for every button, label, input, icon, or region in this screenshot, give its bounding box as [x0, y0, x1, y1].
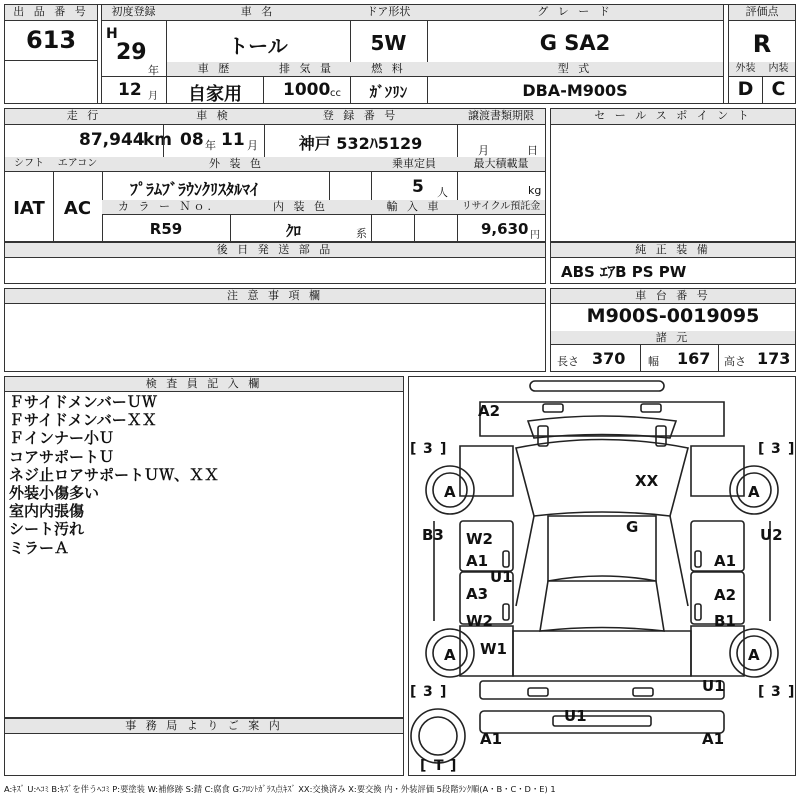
model-code: DBA-M900S	[522, 81, 628, 100]
score-label: 評価点	[729, 5, 795, 21]
mark: A1	[714, 552, 737, 570]
inspector-line: ミラーＡ	[9, 538, 70, 557]
mark: B1	[714, 612, 736, 630]
length: 370	[592, 349, 626, 368]
transfer-day-unit: 日	[527, 144, 538, 157]
mark: U1	[564, 707, 587, 725]
ext-color-label: 外 装 色	[102, 157, 371, 172]
sales-points-label: セ ー ル ス ポ イ ン ト	[551, 109, 795, 125]
reg-no-label: 登 録 番 号	[264, 109, 457, 125]
int-color-label: 内 装 色	[230, 200, 371, 215]
svg-text:]: ]	[450, 758, 457, 774]
tire-tread-mark: 3	[423, 684, 433, 700]
later-parts-label: 後 日 発 送 部 品	[5, 243, 545, 258]
inspector-line: シート汚れ	[9, 520, 85, 539]
door-label: ドア形状	[350, 5, 427, 21]
reg-month-unit: 月	[148, 91, 158, 102]
recycle: 9,630	[481, 220, 529, 238]
mark: U2	[760, 526, 783, 544]
fuel-label: 燃 料	[350, 62, 427, 77]
grade: G SA2	[539, 31, 611, 55]
mark: G	[626, 518, 639, 536]
mark: A3	[466, 585, 489, 603]
fuel: ｶﾞｿﾘﾝ	[369, 83, 408, 101]
exterior-label: 外装	[729, 62, 762, 77]
transfer-label: 譲渡書類期限	[457, 109, 545, 125]
reg-year-unit: 年	[148, 64, 159, 77]
svg-text:[: [	[410, 684, 417, 700]
inspector-label: 検 査 員 記 入 欄	[5, 377, 403, 392]
mark: A1	[480, 730, 503, 748]
exterior-score: D	[737, 78, 754, 100]
tire-tread-mark: 3	[771, 684, 781, 700]
color-no: R59	[149, 220, 183, 238]
max-load-label: 最大積載量	[457, 157, 545, 172]
inspector-notes	[9, 393, 219, 557]
svg-text:[: [	[758, 684, 765, 700]
inspection-month-unit: 月	[247, 139, 258, 152]
specs-label: 諸 元	[551, 331, 795, 345]
svg-text:]: ]	[440, 684, 447, 700]
legend: A:ｷｽﾞ U:ﾍｺﾐ B:ｷｽﾞを伴うﾍｺﾐ P:要塗装 W:補修跡 S:錆 C:腐食 G:ﾌﾛﾝﾄｶﾞﾗｽ点ｷｽﾞ XX:交換済み X:要交換 内・外装評価 5段階ﾗﾝｸ順(A・B・C・D・E) 1	[4, 784, 556, 794]
int-color-unit: 系	[356, 227, 367, 240]
mark: A	[748, 646, 760, 664]
svg-text:]: ]	[788, 684, 795, 700]
mark: U1	[490, 568, 513, 586]
aircon: AC	[63, 198, 92, 219]
equipment: ABS ｴｱB PS PW	[561, 263, 687, 281]
lot-no: 613	[25, 26, 77, 54]
inspector-line: ＦサイドメンバーＸＸ	[9, 411, 157, 430]
interior-label: 内装	[762, 62, 795, 77]
inspector-line: ネジ止ロアサポートＵＷ、ＸＸ	[9, 465, 220, 484]
tire-tread-mark: 3	[771, 441, 781, 457]
mark: A	[748, 483, 760, 501]
spec-block	[4, 108, 546, 242]
int-color: ｸﾛ	[286, 222, 302, 240]
car-name-label: 車 名	[166, 5, 350, 21]
displacement: 1000	[283, 80, 331, 100]
car-name: トール	[228, 34, 288, 58]
height-label: 高さ	[724, 355, 746, 368]
svg-text:]: ]	[788, 441, 795, 457]
first-reg-label: 初度登録	[101, 5, 166, 21]
mileage-unit: km	[143, 130, 173, 150]
import-label: 輸 入 車	[371, 200, 457, 215]
mark: W2	[466, 612, 493, 630]
mark: A	[444, 483, 456, 501]
height: 173	[757, 349, 791, 368]
mark: A2	[478, 402, 501, 420]
inspector-line: ＦサイドメンバーＵＷ	[9, 393, 157, 411]
inspection-year-unit: 年	[205, 139, 216, 152]
mark: W2	[466, 530, 493, 548]
recycle-label: リサイクル預託金	[457, 200, 545, 215]
mark: A1	[702, 730, 725, 748]
ext-color: ﾌﾟﾗﾑﾌﾞﾗｳﾝｸﾘｽﾀﾙﾏｲ	[130, 180, 259, 199]
inspector-line: Ｆインナー小Ｕ	[9, 429, 115, 448]
displacement-label: 排 気 量	[263, 62, 350, 77]
equipment-label: 純 正 装 備	[551, 243, 795, 258]
tire-tread-mark: T	[434, 758, 444, 774]
color-no-label: カ ラ ー Ｎｏ.	[102, 200, 230, 215]
inspection-label: 車 検	[163, 109, 264, 125]
inspection-month: 11	[221, 130, 245, 150]
capacity: 5	[412, 177, 424, 197]
reg-year: 29	[116, 40, 147, 65]
inspector-line: 室内内張傷	[9, 502, 85, 521]
sales-points-block	[550, 108, 796, 242]
mileage-label: 走 行	[5, 109, 163, 125]
inspector-line: コアサポートＵ	[9, 447, 115, 466]
mileage: 87,944	[79, 130, 145, 150]
office-label: 事 務 局 よ り ご 案 内	[5, 719, 403, 734]
capacity-label: 乗車定員	[371, 157, 457, 172]
interior-score: C	[771, 78, 786, 100]
capacity-unit: 人	[437, 186, 448, 199]
mark: A1	[466, 552, 489, 570]
era: H	[106, 26, 118, 42]
reg-no: 神戸 532ﾊ5129	[298, 134, 423, 153]
history-label: 車 歴	[167, 62, 263, 77]
width: 167	[677, 349, 711, 368]
svg-text:[: [	[410, 441, 417, 457]
tire-tread-mark: 3	[423, 441, 433, 457]
mark: A2	[714, 586, 737, 604]
svg-text:[: [	[758, 441, 765, 457]
notes-label: 注 意 事 項 欄	[5, 289, 545, 304]
history: 自家用	[188, 84, 242, 105]
transfer-month-unit: 月	[478, 144, 489, 157]
mark: XX	[635, 472, 659, 490]
svg-text:[: [	[420, 758, 427, 774]
lot-no-label: 出 品 番 号	[5, 5, 97, 21]
recycle-unit: 円	[530, 230, 540, 241]
grade-label: グ レ ー ド	[427, 5, 723, 21]
car-diagram	[408, 376, 796, 776]
inspector-line: 外装小傷多い	[9, 484, 100, 503]
aircon-label: エアコン	[53, 157, 102, 172]
mark: U1	[702, 677, 725, 695]
displacement-unit: cc	[330, 88, 341, 99]
width-label: 幅	[648, 355, 659, 368]
length-label: 長さ	[557, 355, 579, 368]
chassis-label: 車 台 番 号	[551, 289, 795, 304]
mark: A	[444, 646, 456, 664]
door: 5W	[370, 31, 407, 55]
chassis-no: M900S-0019095	[586, 305, 760, 327]
score: R	[752, 30, 772, 58]
inspection-year: 08	[180, 130, 204, 150]
model-code-label: 型 式	[427, 62, 723, 77]
mark: B3	[422, 526, 444, 544]
mark: W1	[480, 640, 507, 658]
shift: IAT	[13, 198, 45, 219]
max-load-unit: kg	[528, 184, 542, 197]
svg-text:]: ]	[440, 441, 447, 457]
reg-month: 12	[118, 80, 142, 100]
shift-label: シフト	[5, 157, 53, 172]
